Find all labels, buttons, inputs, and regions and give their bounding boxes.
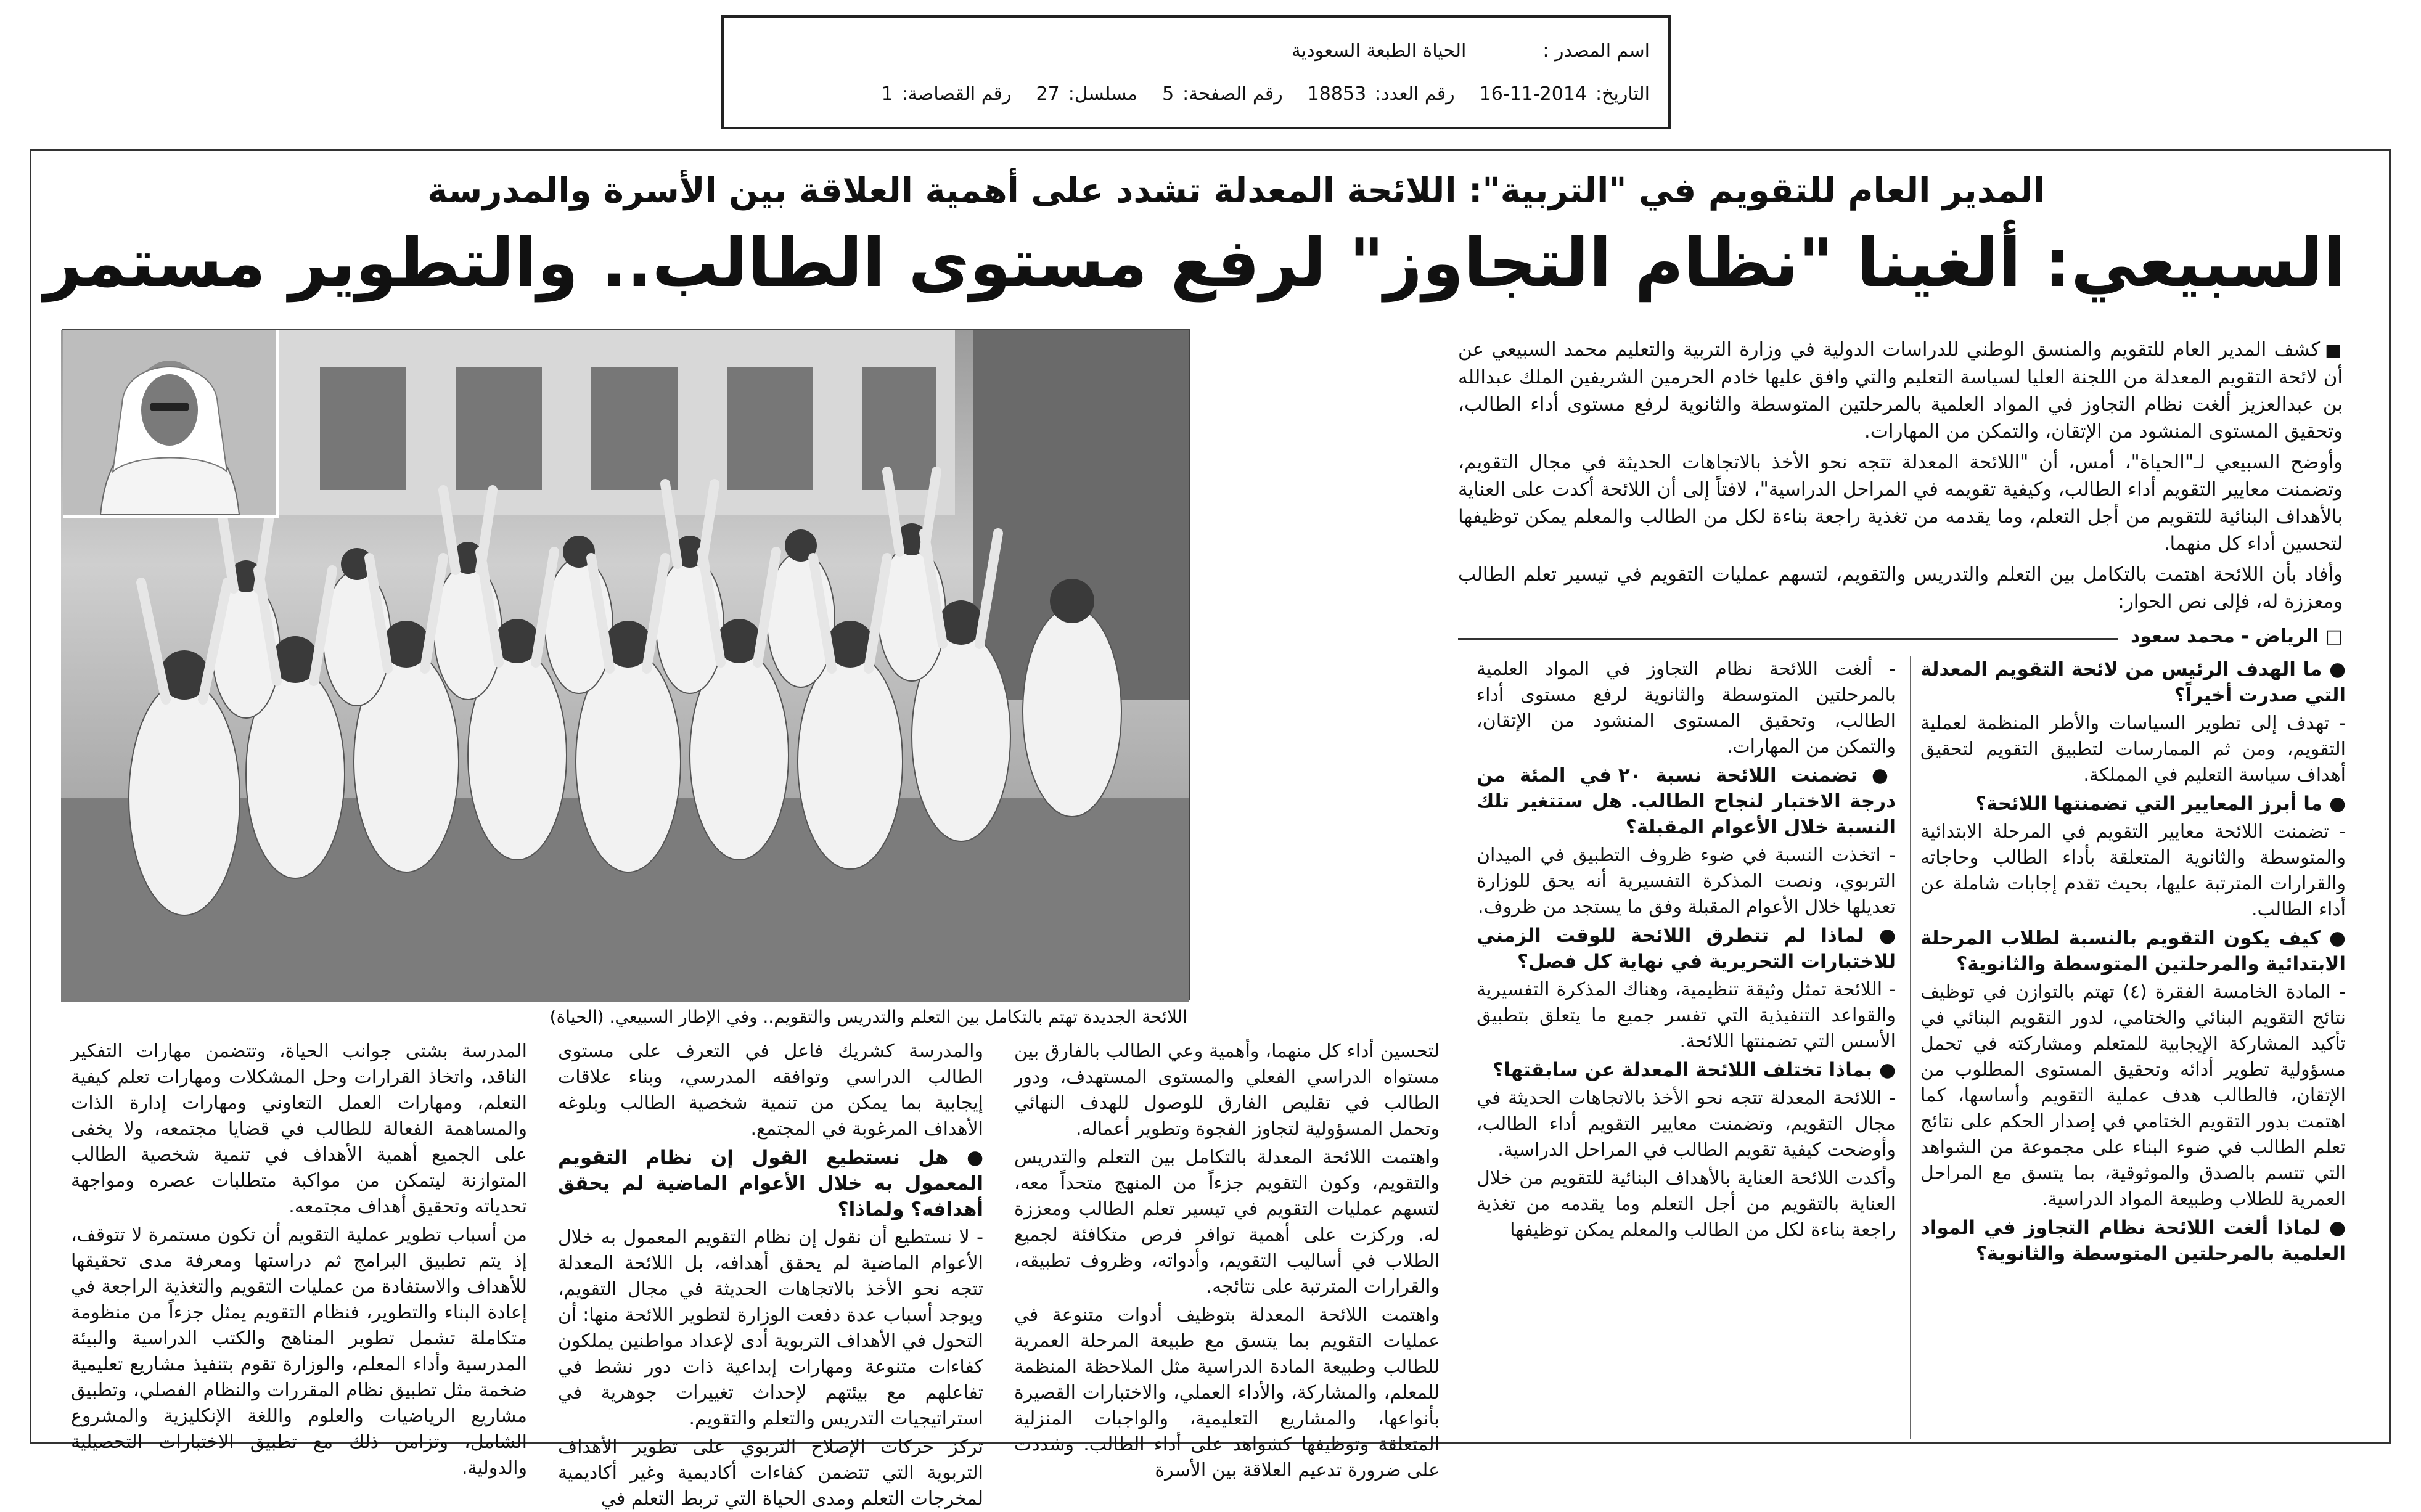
source-row xyxy=(742,29,1650,72)
intro-paragraph: وأفاد بأن اللائحة اهتمت بالتكامل بين التعلم والتدريس والتقويم، لتسهم عمليات التقويم في تيسير تعلم الطالب ومعززة له، فإلى نص الحوار: xyxy=(1458,563,2343,613)
serial-value: 27 xyxy=(1036,83,1060,105)
interview-question: ● لماذا ألغت اللائحة نظام التجاوز في المواد العلمية بالمرحلتين المتوسطة والثانوية؟ xyxy=(1920,1217,2346,1265)
serial-label: مسلسل: xyxy=(1068,83,1138,105)
sobaie-inset-photo xyxy=(63,330,279,518)
interview-answer: وأكدت اللائحة العناية بالأهداف البنائية للتقويم من خلال العناية بالتقويم من أجل التعلم وما يقدمه من تغذية راجعة بناءة لكل من الطالب والمعلم يمكن توظيفها xyxy=(1477,1167,1896,1241)
column-b xyxy=(1477,656,1896,1439)
paragraph-square-icon: ■ xyxy=(2325,340,2343,360)
interview-answer: - اللائحة المعدلة تتجه نحو الأخذ بالاتجاهات الحديثة في مجال التقويم، وتضمنت معايير التقويم أداء الطالب، وأوضحت كيفية تقويم الطالب في المراحل الدراسية. xyxy=(1477,1087,1896,1161)
clip-value: 1 xyxy=(881,83,893,105)
interview-answer: واهتمت اللائحة المعدلة بالتكامل بين التعلم والتدريس والتقويم، وكون التقويم جزءاً من المنهج متحداً معه، لتسهم عمليات التقويم في تيسير تعلم الطالب ومعززة له. وركزت على أهمية توافر فرص متكافئة لجميع الطلاب في أساليب التقويم، وأدواته، وظروف تطبيقه، والقرارات المترتبة على نتائجه. xyxy=(1014,1146,1440,1297)
interview-answer: من أسباب تطوير عملية التقويم أن تكون مستمرة لا تتوقف، إذ يتم تطبيق البرامج ثم دراستها ومعرفة مدى تحقيقها للأهداف والاستفادة من عمليات التقويم والتغذية الراجعة في إعادة البناء والتطوير، فنظام التقويم يمثل جزءاً من منظومة متكاملة تشمل تطوير المناهج والكتب الدراسية والبيئة المدرسية وأداء المعلم، والوزارة تقوم بتنفيذ مشاريع تعليمية ضخمة مثل تطبيق نظام المقررات والنظام الفصلي، وتطبيق مشاريع الرياضيات والعلوم واللغة الإنكليزية والمشروع الشامل، وتزامن ذلك مع تطبيق الاختبارات التحصيلية والدولية. xyxy=(71,1224,527,1479)
interview-answer: - ألغت اللائحة نظام التجاوز في المواد العلمية بالمرحلتين المتوسطة والثانوية لرفع مستوى أداء الطالب، وتحقيق المستوى المنشود من الإتقان، والتمكن من المهارات. xyxy=(1477,658,1896,758)
interview-answer: تركز حركات الإصلاح التربوي على تطوير الأهداف التربوية التي تتضمن كفاءات أكاديمية وغير أكاديمية لمخرجات التعلم ومدى الحياة التي تربط التعلم في xyxy=(558,1436,983,1510)
date-value: 16-11-2014 xyxy=(1479,83,1587,105)
interview-answer: المدرسة بشتى جوانب الحياة، وتتضمن مهارات التفكير الناقد، واتخاذ القرارات وحل المشكلات ومهارات تعلم كيفية التعلم، ومهارات العمل التعاوني ومهارات إدارة الذات والمساهمة الفعالة للطالب في قضايا مجتمعه، ولا يخفى على الجميع أهمية الأهداف في تنمية شخصية الطالب المتوازنة ليتمكن من مواكبة متطلبات عصره ومواجهة تحدياته وتحقيق أهداف مجتمعه. xyxy=(71,1040,527,1217)
article-intro xyxy=(1458,336,2343,616)
column-c xyxy=(1014,1039,1440,1481)
interview-question: ● هل نستطيع القول إن نظام التقويم المعمول به خلال الأعوام الماضية لم يحقق أهدافه؟ ولماذا؟ xyxy=(558,1146,983,1220)
intro-paragraph xyxy=(1458,336,2343,445)
byline-divider xyxy=(1458,638,2118,640)
intro-text-1: كشف المدير العام للتقويم والمنسق الوطني للدراسات الدولية في وزارة التربية والتعليم محمد السبيعي عن أن لائحة التقويم المعدلة من اللجنة العليا لسياسة التعليم والتي وافق عليها خادم الحرمين الشريفين الملك عبدالله بن عبدالعزيز ألغت نظام التجاوز في المواد العلمية بالمرحلتين المتوسطة والثانوية لرفع مستوى أداء الطالب، وتحقيق المستوى المنشود من الإتقان، والتمكن من المهارات. xyxy=(1458,338,2343,443)
page-label: رقم الصفحة: xyxy=(1182,83,1283,105)
intro-paragraph: وأوضح السبيعي لـ"الحياة"، أمس، أن "اللائحة المعدلة تتجه نحو الأخذ بالاتجاهات الحديثة في مجال التقويم، وتضمنت معايير التقويم أداء الطالب، وكيفية تقويمه في المراحل الدراسية"، لافتاً إلى أن اللائحة أكدت على العناية بالأهداف البنائية للتقويم من أجل التعلم، وما يقدمه من تغذية راجعة بناءة لكل من الطالب والمعلم يمكن توظيفها لتحسين أداء كل منهما. xyxy=(1458,451,2343,555)
interview-answer: - لا نستطيع أن نقول إن نظام التقويم المعمول به خلال الأعوام الماضية لم يحقق أهدافه، بل اللائحة المعدلة تتجه نحو الأخذ بالاتجاهات الحديثة في مجال التقويم، ويوجد أسباب عدة دفعت الوزارة لتطوير اللائحة منها: أن التحول في الأهداف التربوية أدى لإعداد مواطنين يملكون كفاءات متنوعة ومهارات إبداعية ذات دور نشط في تفاعلهم مع بيئتهم لإحداث تغييرات جوهرية في استراتيجيات التدريس والتعلم والتقويم. xyxy=(558,1227,983,1429)
byline-text: □ الرياض - محمد سعود xyxy=(2118,626,2343,647)
interview-answer: واهتمت اللائحة المعدلة بتوظيف أدوات متنوعة في عمليات التقويم بما يتسق مع طبيعة المرحلة العمرية للطالب وطبيعة المادة الدراسية مثل الملاحظة المنظمة للمعلم، والمشاركة، والأداء العملي، والاختبارات القصيرة بأنواعها، والمشاريع التعليمية، والواجبات المنزلية المتعلقة وتوظيفها كشواهد على أداء الطالب. وشددت على ضرورة تدعيم العلاقة بين الأسرة xyxy=(1014,1304,1440,1481)
interview-question: ● تضمنت اللائحة نسبة ٢٠ في المئة من درجة الاختبار لنجاح الطالب. هل ستتغير تلك النسبة خلال الأعوام المقبلة؟ xyxy=(1477,764,1896,838)
interview-answer: والمدرسة كشريك فاعل في التعرف على مستوى الطالب الدراسي وتوافقه المدرسي، وبناء علاقات إيجابية بما يمكن من تنمية شخصية الطالب وبلوغه الأهداف المرغوبة في المجتمع. xyxy=(558,1040,983,1140)
column-e xyxy=(71,1039,527,1479)
page-value: 5 xyxy=(1162,83,1174,105)
photo-caption: اللائحة الجديدة تهتم بالتكامل بين التعلم والتدريس والتقويم.. وفي الإطار السبيعي. (الحياة) xyxy=(549,1007,1187,1027)
interview-answer: - تضمنت اللائحة معايير التقويم في المرحلة الابتدائية والمتوسطة والثانوية المتعلقة بأداء الطالب وحاجاته والقرارات المترتبة عليها، بحيث تقدم إجابات شاملة عن أداء الطالب. xyxy=(1920,821,2346,920)
interview-question: ● ما الهدف الرئيس من لائحة التقويم المعدلة التي صدرت أخيراً؟ xyxy=(1920,658,2346,706)
sobaie-portrait-illustration xyxy=(63,330,276,515)
column-a xyxy=(1920,656,2346,1439)
date-label: التاريخ: xyxy=(1596,83,1650,105)
interview-question: ● كيف يكون التقويم بالنسبة لطلاب المرحلة الابتدائية والمرحلتين المتوسطة والثانوية؟ xyxy=(1920,927,2346,975)
article-clipping xyxy=(30,149,2391,1510)
clipping-metadata-box xyxy=(721,15,1671,129)
interview-question: ● لماذا لم تتطرق اللائحة للوقت الزمني للاختبارات التحريرية في نهاية كل فصل؟ xyxy=(1477,925,1896,973)
issue-value: 18853 xyxy=(1307,83,1367,105)
source-value: الحياة الطبعة السعودية xyxy=(1291,39,1467,62)
interview-question: ● ما أبرز المعايير التي تضمنتها اللائحة؟ xyxy=(1975,793,2346,815)
interview-question: ● بماذا تختلف اللائحة المعدلة عن سابقتها؟ xyxy=(1493,1059,1896,1081)
source-label: اسم المصدر : xyxy=(1542,39,1650,62)
interview-answer: - المادة الخامسة الفقرة (٤) تهتم بالتوازن في توظيف نتائج التقويم البنائي والختامي، لدور التقويم البنائي في تأكيد المشاركة الإيجابية للمتعلم ومشاركته في تحمل مسؤولية تطوير أدائه وتحقيق المستوى المطلوب من الإتقان، فالطالب هدف عملية التقويم وأساسها، كما اهتمت بدور التقويم الختامي في إصدار الحكم على نتائج تعلم الطالب في ضوء البناء على مجموعة من الشواهد التي تتسم بالصدق والموثوقية، بما يتسق مع المراحل العمرية للطلاب وطبيعة المواد الدراسية. xyxy=(1920,981,2346,1210)
interview-answer: - اللائحة تمثل وثيقة تنظيمية، وهناك المذكرة التفسيرية والقواعد التنفيذية التي تفسر جميع ما يتعلق بتطبيق الأسس التي تضمنتها اللائحة. xyxy=(1477,979,1896,1052)
details-row xyxy=(742,72,1650,115)
column-divider xyxy=(1910,656,1911,1439)
column-d xyxy=(558,1039,983,1510)
interview-answer: - تهدف إلى تطوير السياسات والأطر المنظمة لعملية التقويم، ومن ثم الممارسات لتطبيق التقويم لتحقيق أهداف سياسة التعليم في المملكة. xyxy=(1920,713,2346,786)
clip-label: رقم القصاصة: xyxy=(901,83,1012,105)
interview-answer: لتحسين أداء كل منهما، وأهمية وعي الطالب بالفارق بين مستواه الدراسي الفعلي والمستوى المستهدف، ودور الطالب في تقليص الفارق للوصول للهدف النهائي وتحمل المسؤولية لتجاوز الفجوة وتطوير أعماله. xyxy=(1014,1040,1440,1140)
article-kicker: المدير العام للتقويم في "التربية": اللائحة المعدلة تشدد على أهمية العلاقة بين الأسرة والمدرسة xyxy=(427,171,2045,211)
issue-label: رقم العدد: xyxy=(1375,83,1455,105)
interview-answer: - اتخذت النسبة في ضوء ظروف التطبيق في الميدان التربوي، ونصت المذكرة التفسيرية أنه يحق للوزارة تعديلها خلال الأعوام المقبلة وفق ما يستجد من ظروف. xyxy=(1477,844,1896,918)
article-headline: السبيعي: ألغينا "نظام التجاوز" لرفع مستوى الطالب.. والتطوير مستمر xyxy=(43,225,2346,302)
